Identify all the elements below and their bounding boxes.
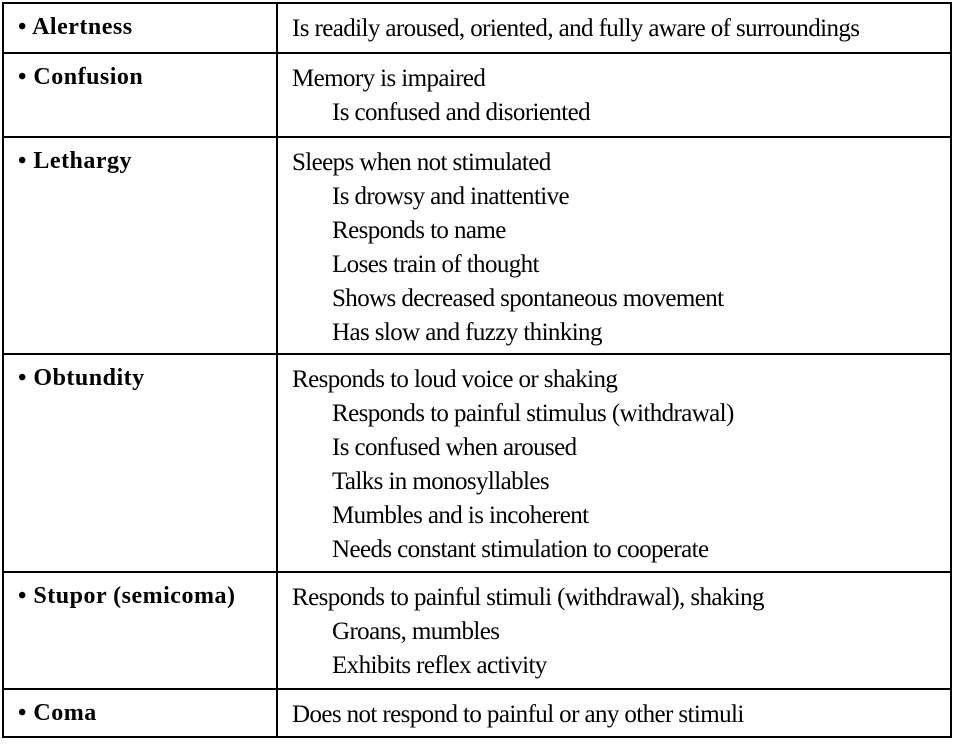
term-label: • Confusion <box>18 64 144 90</box>
description-cell <box>277 572 951 689</box>
table-row-coma <box>3 689 951 737</box>
term-cell <box>3 53 277 137</box>
description-detail: Mumbles and is incoherent <box>332 502 589 529</box>
description-detail: Shows decreased spontaneous movement <box>332 285 724 312</box>
description-detail: Is drowsy and inattentive <box>332 183 570 210</box>
term-label: • Lethargy <box>18 148 133 174</box>
description-cell <box>277 3 951 53</box>
description-cell <box>277 53 951 137</box>
description-detail: Exhibits reflex activity <box>332 652 547 679</box>
term-cell <box>3 572 277 689</box>
table-row-confusion <box>3 53 951 137</box>
consciousness-levels-table <box>2 2 952 738</box>
description-cell <box>277 354 951 572</box>
term-cell <box>3 137 277 354</box>
description-cell <box>277 689 951 737</box>
term-cell <box>3 689 277 737</box>
description-detail: Is confused when aroused <box>332 434 577 461</box>
consciousness-levels-table-container <box>2 2 952 740</box>
term-label: • Alertness <box>18 14 133 40</box>
table-row-stupor <box>3 572 951 689</box>
description-detail: Responds to painful stimulus (withdrawal) <box>332 400 734 427</box>
term-label: • Coma <box>18 700 97 726</box>
table-row-lethargy <box>3 137 951 354</box>
term-label: • Stupor (semicoma) <box>18 583 236 609</box>
description-lead: Responds to loud voice or shaking <box>292 366 618 393</box>
description-lead: Responds to painful stimuli (withdrawal), shaking <box>292 584 764 611</box>
description-detail: Loses train of thought <box>332 251 539 278</box>
description-detail: Talks in monosyllables <box>332 468 549 495</box>
description-lead: Does not respond to painful or any other stimuli <box>292 701 744 728</box>
description-detail: Groans, mumbles <box>332 618 500 645</box>
description-detail: Needs constant stimulation to cooperate <box>332 536 709 563</box>
description-detail: Is confused and disoriented <box>332 99 591 126</box>
table-row-alertness <box>3 3 951 53</box>
description-lead: Sleeps when not stimulated <box>292 149 551 176</box>
description-lead: Memory is impaired <box>292 65 486 92</box>
description-detail: Has slow and fuzzy thinking <box>332 319 602 346</box>
term-cell <box>3 354 277 572</box>
term-cell <box>3 3 277 53</box>
term-label: • Obtundity <box>18 365 145 391</box>
table-row-obtundity <box>3 354 951 572</box>
description-detail: Responds to name <box>332 217 506 244</box>
description-lead: Is readily aroused, oriented, and fully aware of surroundings <box>292 15 860 42</box>
description-cell <box>277 137 951 354</box>
